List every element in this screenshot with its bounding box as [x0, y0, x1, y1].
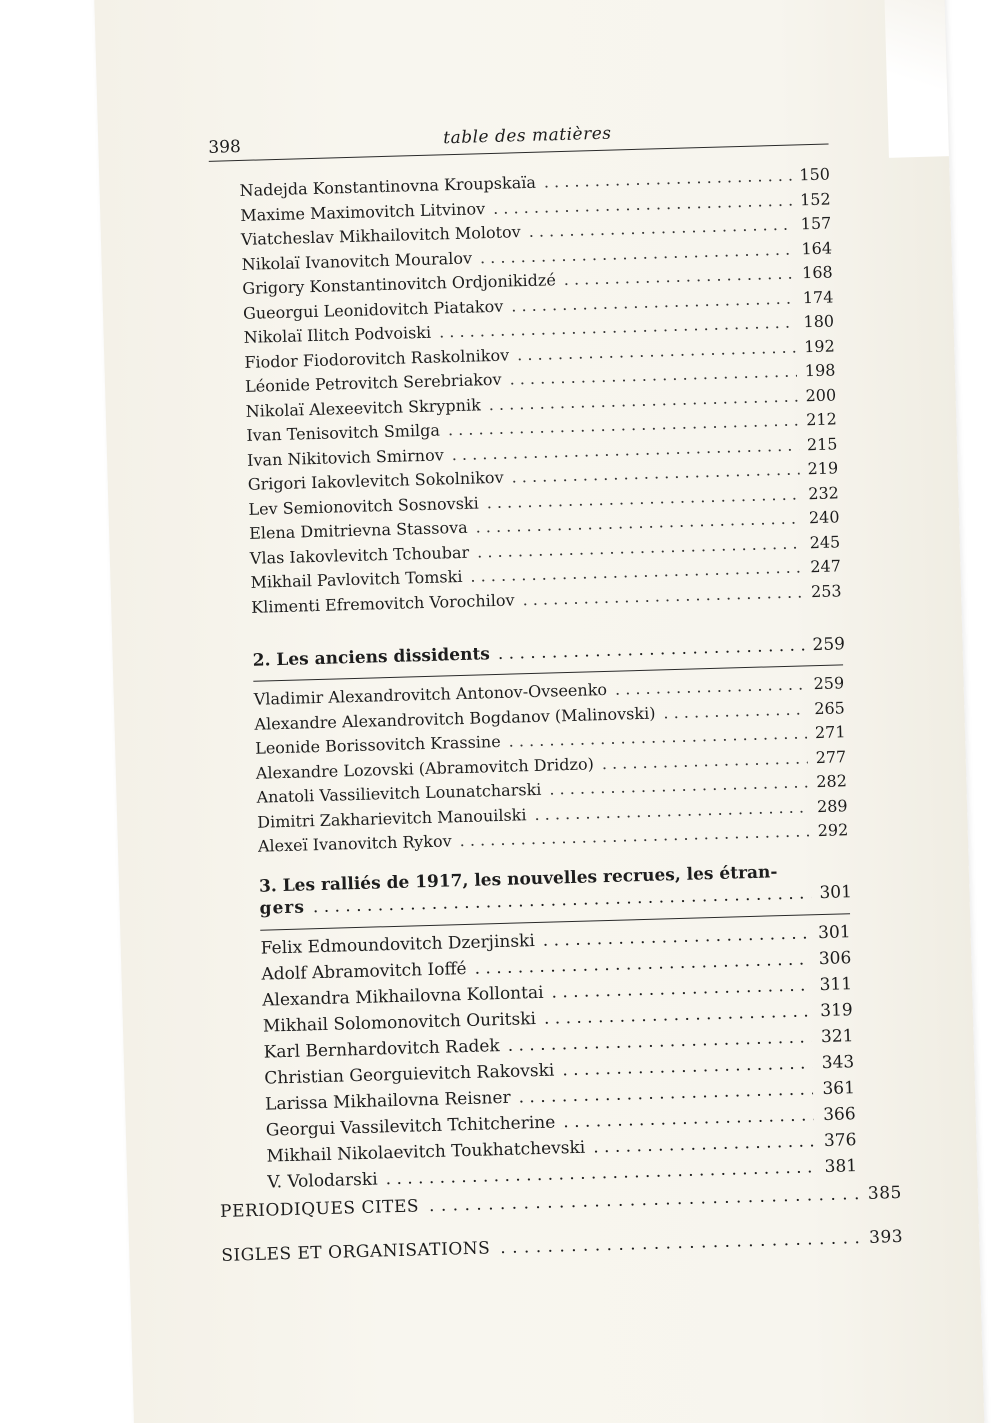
entry-name: Adolf Abramovitch Ioffé: [261, 958, 467, 985]
entry-name: Nikolaï Ilitch Podvoiski: [243, 322, 432, 347]
entry-page: 385: [867, 1182, 903, 1204]
entry-name: Alexandre Alexandrovitch Bogdanov (Malinovski): [254, 703, 656, 734]
entry-page: 282: [816, 771, 848, 792]
entry-page: 180: [803, 311, 835, 332]
entry-page: 265: [814, 697, 846, 718]
entry-name: Mikhail Solomonovitch Ouritski: [262, 1009, 537, 1037]
entry-name: Vladimir Alexandrovitch Antonov-Ovseenko: [253, 679, 608, 709]
entry-name: Mikhail Pavlovitch Tomski: [250, 566, 463, 592]
section-page: 259: [812, 634, 846, 656]
entry-page: 259: [813, 673, 845, 694]
running-header: [208, 110, 829, 162]
entry-name: Klimenti Efremovitch Vorochilov: [250, 589, 515, 617]
entry-page: 292: [817, 820, 849, 841]
entry-name: Christian Georguievitch Rakovski: [264, 1060, 555, 1089]
entry-name: V. Volodarski: [267, 1169, 378, 1193]
leader-dots: [544, 166, 792, 192]
entry-page: 200: [805, 384, 837, 405]
entry-page: 215: [806, 433, 838, 454]
entry-name: Alexeï Ivanovitch Rykov: [257, 831, 452, 856]
entry-page: 311: [819, 974, 853, 996]
entry-name: Georgui Vassilevitch Tchitcherine: [265, 1112, 556, 1141]
entry-page: 271: [814, 722, 846, 743]
entry-name: Viatcheslav Mikhailovitch Molotov: [240, 222, 521, 249]
page-number: 398: [208, 136, 242, 158]
entry-name: Alexandre Lozovski (Abramovitch Dridzo): [255, 753, 595, 783]
entry-name: Grigori Iakovlevitch Sokolnikov: [247, 467, 504, 494]
entry-name: Dimitri Zakharievitch Manouilski: [256, 804, 527, 832]
entry-page: 168: [801, 262, 833, 283]
entry-name: Elena Dmitrievna Stassova: [248, 517, 468, 543]
entry-page: 150: [799, 164, 831, 185]
entry-name: Ivan Tenisovitch Smilga: [246, 420, 441, 445]
entry-name: Fiodor Fiodorovitch Raskolnikov: [244, 345, 510, 372]
entry-page: 192: [803, 335, 835, 356]
entry-name: Ivan Nikitovich Smirnov: [246, 444, 444, 470]
entry-page: 343: [821, 1052, 855, 1074]
entry-name: Gueorgui Leonidovitch Piatakov: [242, 296, 504, 323]
entry-name: Léonide Petrovitch Serebriakov: [244, 369, 502, 396]
book-page: [92, 0, 985, 1423]
running-title: table des matières: [442, 123, 612, 149]
entry-page: 393: [868, 1226, 904, 1248]
toc-group-1: [239, 165, 841, 622]
entry-page: 245: [809, 531, 841, 552]
entry-name: Grigory Konstantinovitch Ordjonikidzé: [242, 270, 557, 298]
entry-page: 198: [804, 360, 836, 381]
section-heading: [258, 859, 853, 919]
entry-page: 157: [800, 213, 832, 234]
entry-name: Alexandra Mikhailovna Kollontai: [261, 982, 544, 1011]
leader-dots: [498, 635, 805, 664]
toc-section-2: [252, 634, 848, 861]
entry-name: Mikhail Nikolaevitch Toukhatchevski: [266, 1137, 586, 1167]
leader-dots: [615, 674, 806, 698]
entry-page: 319: [820, 1000, 854, 1022]
entry-page: 219: [807, 458, 839, 479]
leader-dots: [663, 699, 806, 722]
leader-dots: [542, 923, 808, 950]
leader-dots: [500, 1228, 859, 1258]
entry-name: Felix Edmoundovitch Dzerjinski: [260, 931, 536, 959]
page-content: [92, 0, 985, 1423]
entry-name: Larissa Mikhailovna Reisner: [264, 1087, 511, 1115]
entry-page: 164: [801, 237, 833, 258]
entry-page: 289: [816, 795, 848, 816]
toc-section-3: [259, 859, 858, 1198]
entry-page: 253: [810, 580, 842, 601]
entry-name: Nadejda Konstantinovna Kroupskaïa: [239, 172, 537, 200]
entry-page: 174: [802, 286, 834, 307]
entry-page: 152: [799, 188, 831, 209]
entry-page: 232: [808, 482, 840, 503]
entry-name: Vlas Iakovlevitch Tchoubar: [249, 542, 470, 568]
entry-page: 301: [817, 922, 851, 944]
entry-name: SIGLES ET ORGANISATIONS: [221, 1238, 491, 1266]
entry-name: Lev Semionovitch Sosnovski: [248, 492, 479, 519]
entry-name: PERIODIQUES CITES: [219, 1196, 420, 1222]
section-heading: [252, 634, 846, 671]
section-page: 301: [819, 882, 853, 904]
section-title-line2: gers: [259, 897, 306, 919]
entry-page: 277: [815, 746, 847, 767]
entry-page: 366: [822, 1104, 856, 1126]
entry-name: Nikolaï Alexeevitch Skrypnik: [245, 394, 481, 421]
toc-entry: [221, 1227, 903, 1266]
entry-page: 212: [805, 409, 838, 430]
entry-page: 376: [823, 1130, 857, 1152]
entry-name: Maxime Maximovitch Litvinov: [240, 198, 486, 225]
entry-page: 247: [810, 556, 842, 577]
section-title: 2. Les anciens dissidents: [252, 644, 491, 671]
entry-name: Karl Bernhardovitch Radek: [263, 1036, 500, 1063]
entry-page: 321: [820, 1026, 854, 1048]
entry-page: 240: [808, 507, 840, 528]
entry-page: 381: [824, 1156, 858, 1178]
entry-name: Leonide Borissovitch Krassine: [254, 731, 501, 758]
entry-page: 306: [818, 948, 852, 970]
section-title-line1: 3. Les ralliés de 1917, les nouvelles recrues, les étran-: [258, 862, 778, 897]
entry-page: 361: [822, 1078, 856, 1100]
entry-name: Nikolaï Ivanovitch Mouralov: [241, 248, 473, 274]
entry-name: Anatoli Vassilievitch Lounatcharski: [256, 779, 542, 807]
